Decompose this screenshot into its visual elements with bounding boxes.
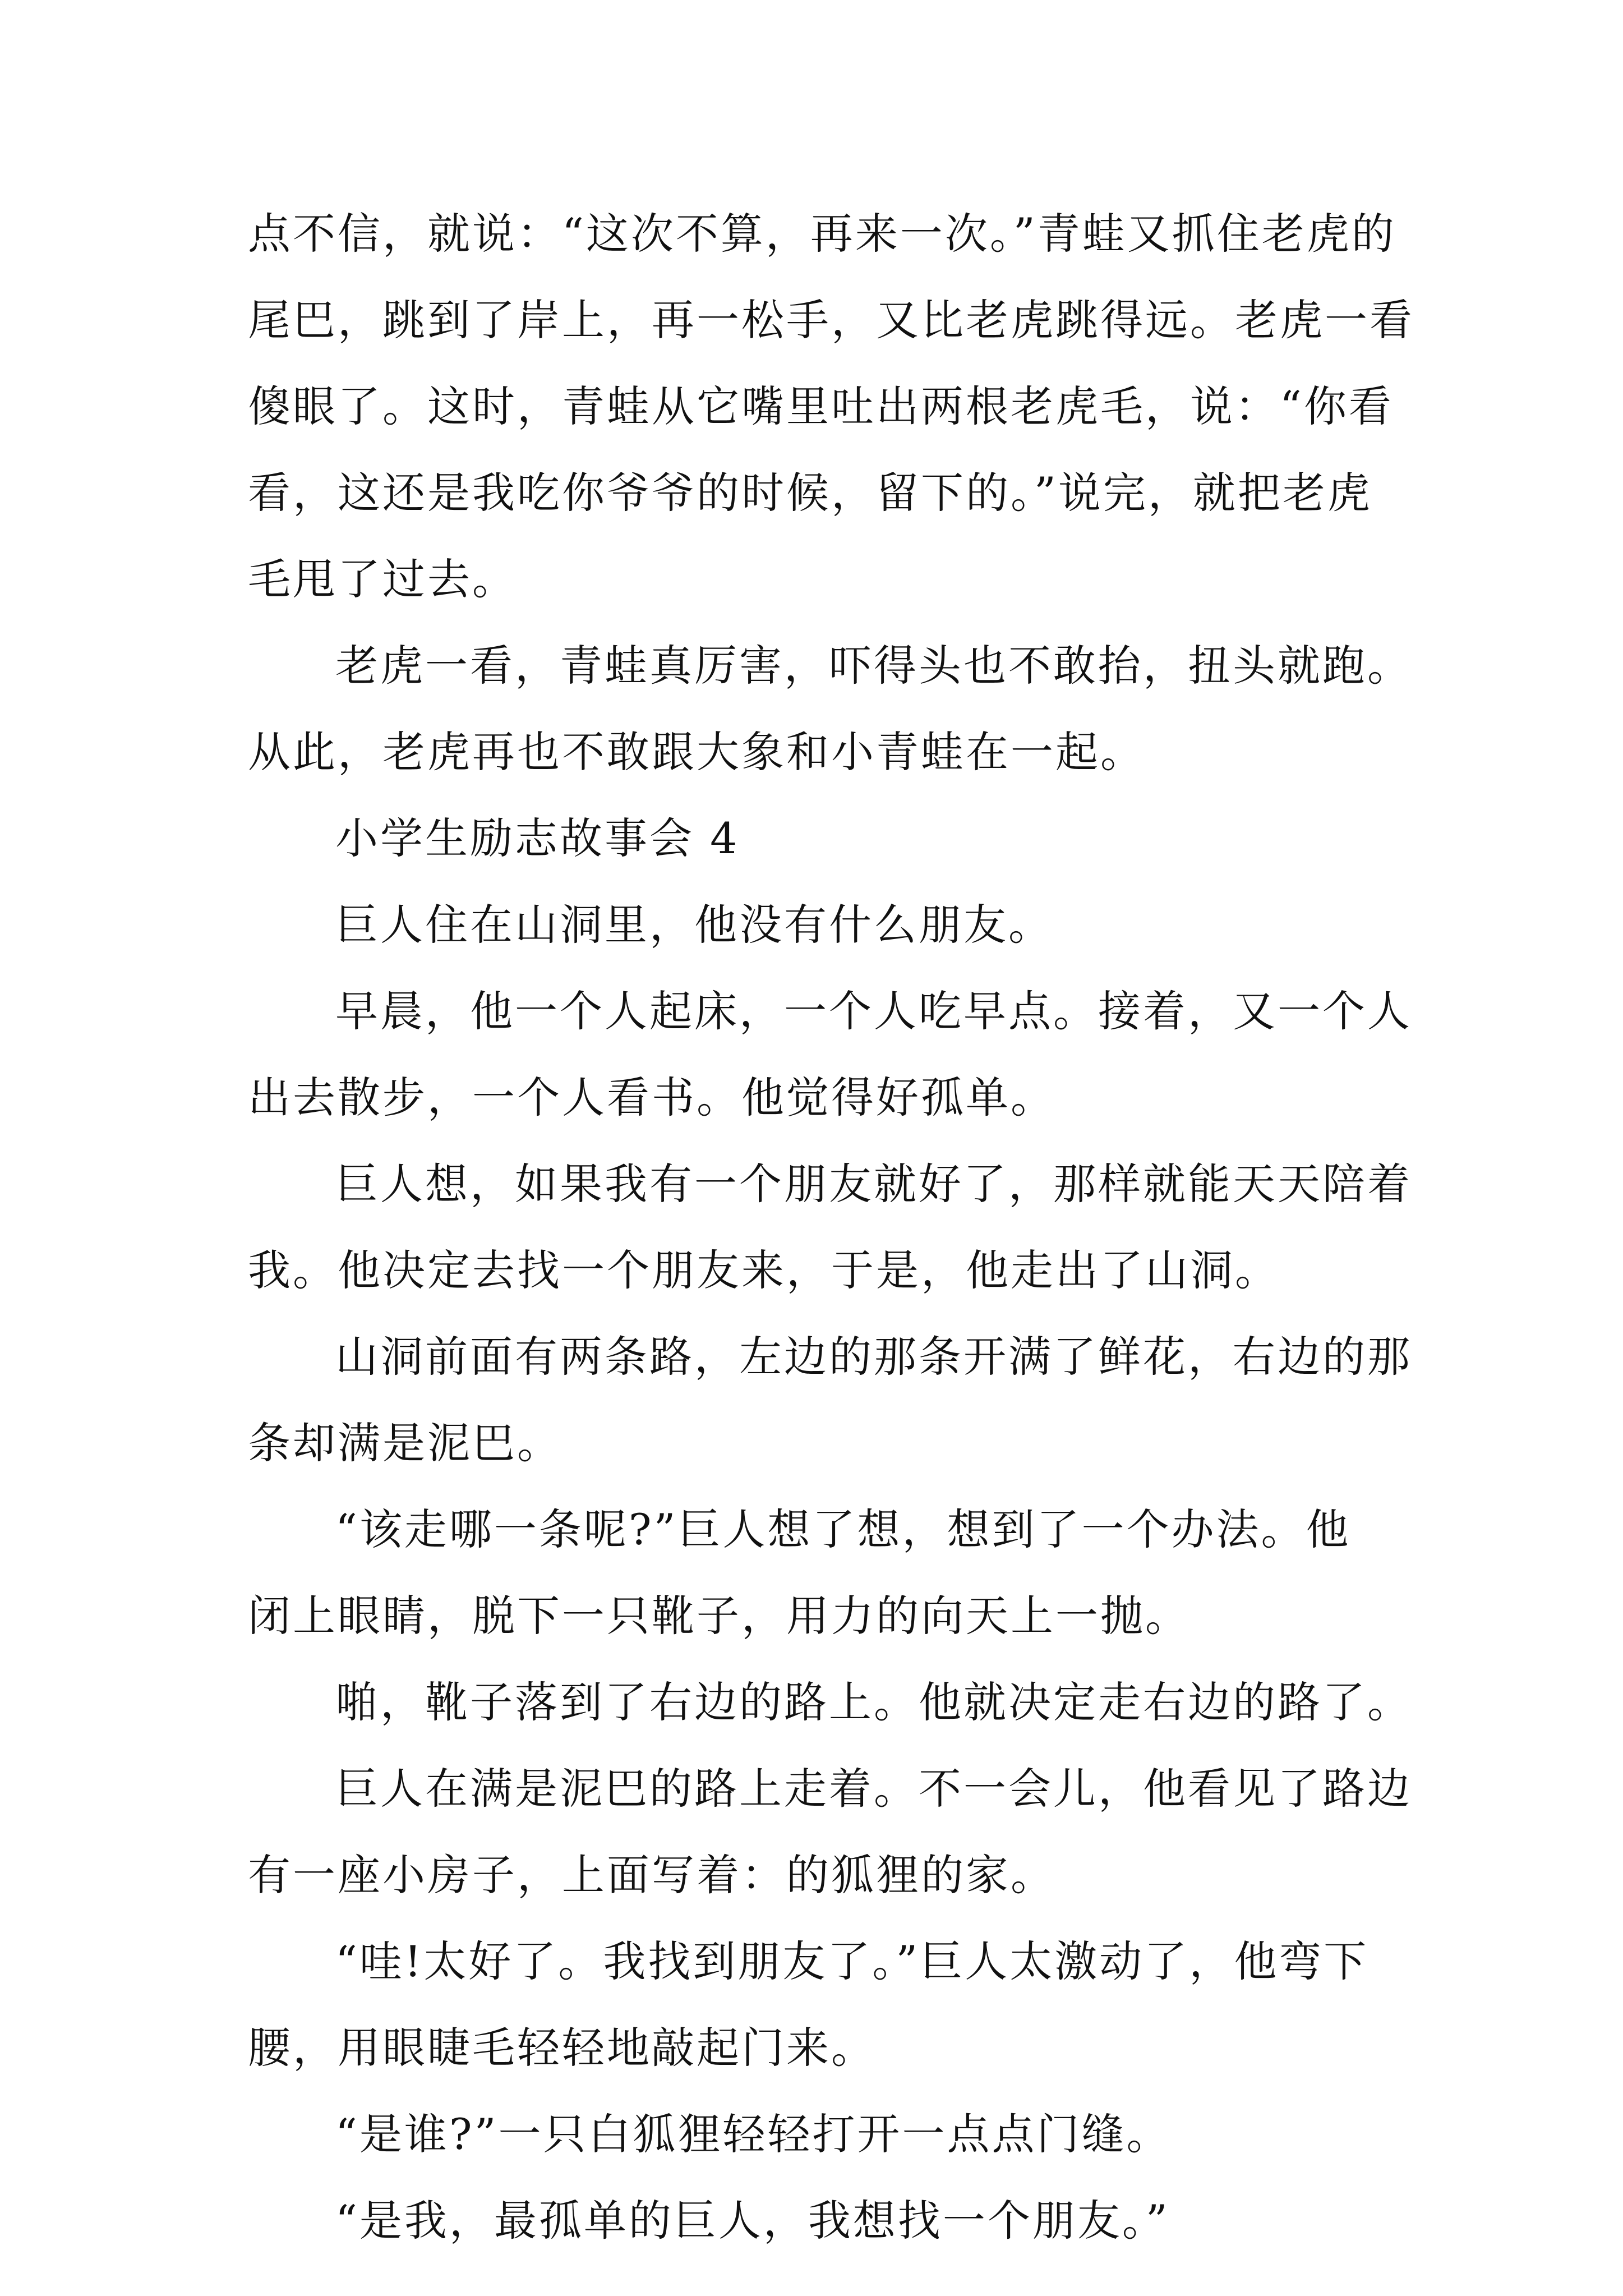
text-line: 毛甩了过去。	[248, 554, 517, 604]
text-line: 啪，靴子落到了右边的路上。他就决定走右边的路了。	[335, 1677, 1412, 1727]
text-line: 从此，老虎再也不敢跟大象和小青蛙在一起。	[248, 727, 1145, 777]
text-line: 巨人在满是泥巴的路上走着。不一会儿，他看见了路边	[335, 1764, 1412, 1814]
text-line: 傻眼了。这时，青蛙从它嘴里吐出两根老虎毛，说：“你看	[248, 381, 1394, 431]
text-line: 早晨，他一个人起床，一个人吃早点。接着，又一个人	[335, 986, 1412, 1036]
text-line: 条却满是泥巴。	[248, 1418, 562, 1468]
text-line: “是谁?”一只白狐狸轻轻打开一点点门缝。	[335, 2109, 1172, 2159]
text-line: 巨人住在山洞里，他没有什么朋友。	[335, 900, 1053, 950]
section-heading: 小学生励志故事会 4	[335, 813, 740, 863]
text-line: 出去散步，一个人看书。他觉得好孤单。	[248, 1073, 1055, 1122]
story-text	[248, 191, 1414, 2264]
text-line: 点不信，就说：“这次不算，再来一次。”青蛙又抓住老虎的	[248, 209, 1396, 259]
text-line: 山洞前面有两条路，左边的那条开满了鲜花，右边的那	[335, 1332, 1412, 1382]
text-line: 闭上眼睛，脱下一只靴子，用力的向天上一抛。	[248, 1591, 1190, 1641]
text-line: 巨人想，如果我有一个朋友就好了，那样就能天天陪着	[335, 1159, 1412, 1209]
text-line: 尾巴，跳到了岸上，再一松手，又比老虎跳得远。老虎一看	[248, 295, 1414, 345]
text-line: 有一座小房子，上面写着：的狐狸的家。	[248, 1850, 1055, 1900]
text-line: 看，这还是我吃你爷爷的时候，留下的。”说完，就把老虎	[248, 468, 1372, 518]
text-line: 腰，用眼睫毛轻轻地敲起门来。	[248, 2023, 876, 2073]
text-line: 我。他决定去找一个朋友来，于是，他走出了山洞。	[248, 1245, 1280, 1295]
text-line: 老虎一看，青蛙真厉害，吓得头也不敢抬，扭头就跑。	[335, 641, 1412, 691]
text-line: “哇!太好了。我找到朋友了。”巨人太激动了，他弯下	[335, 1936, 1369, 1986]
text-line: “是我，最孤单的巨人，我想找一个朋友。”	[335, 2196, 1170, 2246]
text-line: “该走哪一条呢?”巨人想了想，想到了一个办法。他	[335, 1504, 1351, 1554]
